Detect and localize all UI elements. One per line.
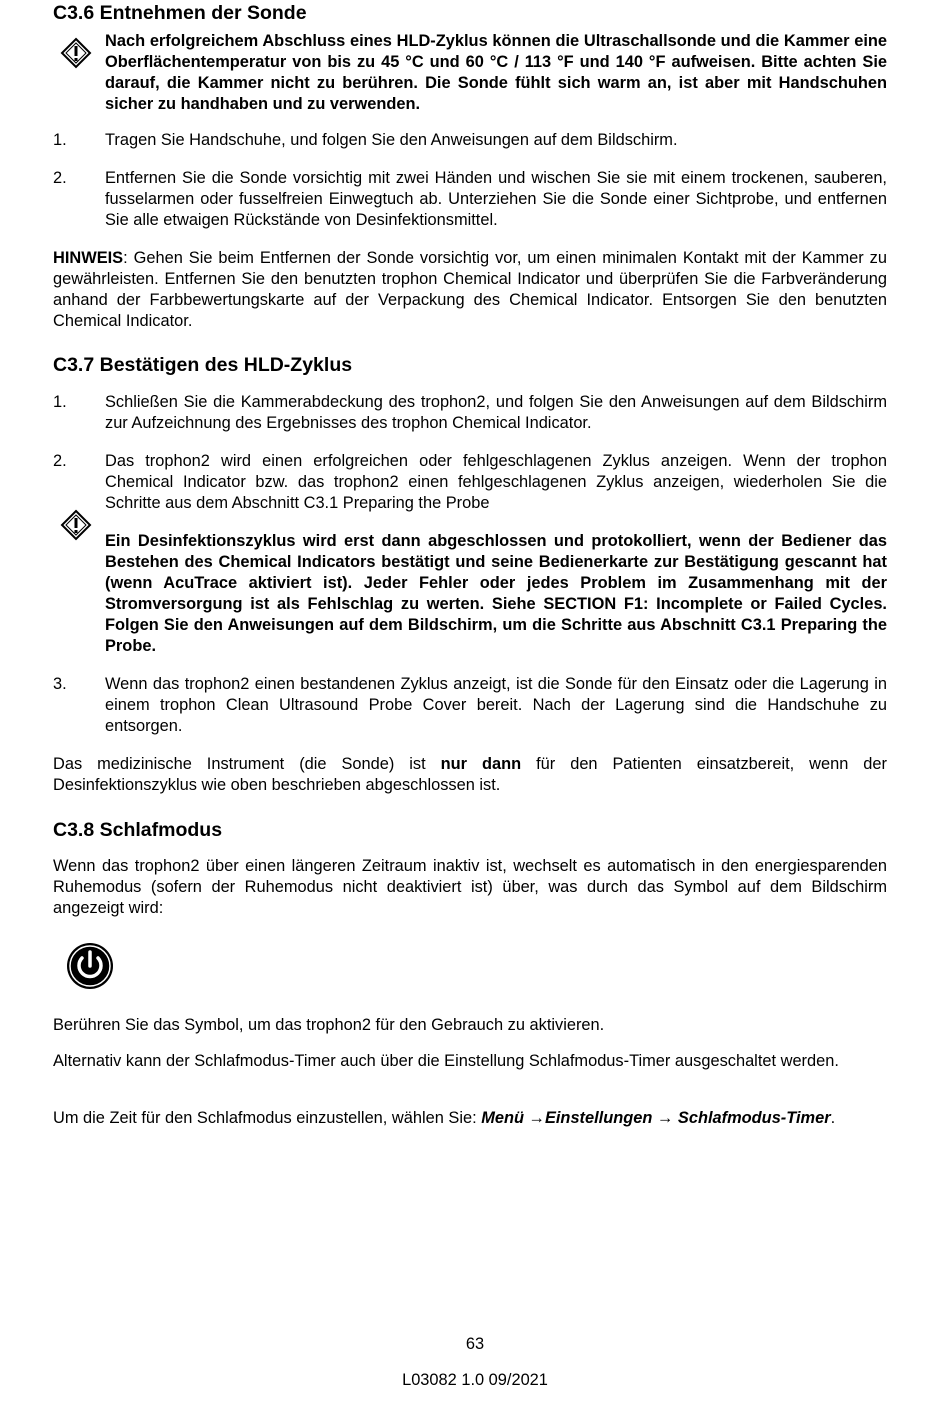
warning-icon <box>60 509 92 541</box>
document-id: L03082 1.0 09/2021 <box>402 1371 548 1389</box>
page-number: 63 <box>465 1335 485 1353</box>
list-item: 1. Tragen Sie Handschuhe, und folgen Sie den Anweisungen auf dem Bildschirm. <box>53 131 678 149</box>
warning-icon <box>60 37 92 69</box>
paragraph-alternative: Alternativ kann der Schlafmodus-Timer auch über die Einstellung Schlafmodus-Timer ausgeschaltet werden. <box>53 1052 839 1070</box>
list-item: 2. Entfernen Sie die Sonde vorsichtig mit zwei Händen und wischen Sie sie mit einem trockenen, sauberen, fusselarmen oder fusselfreien Einwegtuch ab. Unterziehen Sie die Sonde einer Sichtprobe, und entfernen Sie alle etwaigen Rückstände von Desinfektionsmittel. <box>53 169 887 229</box>
menu-path: Menü →Einstellungen → Schlafmodus-Timer <box>481 1109 831 1127</box>
paragraph-ready: Das medizinische Instrument (die Sonde) ist nur dann für den Patienten einsatzbereit, wenn der Desinfektionszyklus wie oben beschrieben abgeschlossen ist. <box>53 755 887 794</box>
power-icon <box>65 941 115 991</box>
section-c38-heading: C3.8 Schlafmodus <box>53 819 223 841</box>
section-c37-heading: C3.7 Bestätigen des HLD-Zyklus <box>53 354 353 376</box>
warning-c36 <box>53 31 887 115</box>
warning-c37-text: Ein Desinfektionszyklus wird erst dann abgeschlossen und protokolliert, wenn der Bediener das Bestehen des Chemical Indicators bestätigt und seine Bedienerkarte zur Bestätigung gescannt hat (wenn AcuTrace aktiviert ist). Jeder Fehler oder jedes Problem im Zusammenhang mit der Stromversorgung ist als Fehlschlag zu werten. Siehe SECTION F1: Incomplete or Failed Cycles. Folgen Sie den Anweisungen auf dem Bildschirm, um die Schritte aus Abschnitt C3.1 Preparing the Probe. <box>105 532 887 655</box>
list-item: 2. Das trophon2 wird einen erfolgreichen oder fehlgeschlagenen Zyklus anzeigen. Wenn der trophon Chemical Indicator bzw. das trophon2 einen fehlgeschlagenen Zyklus anzeigen, wiederholen Sie die Schritte aus dem Abschnitt C3.1 Preparing the Probe <box>53 452 887 512</box>
paragraph-sleep-intro: Wenn das trophon2 über einen längeren Zeitraum inaktiv ist, wechselt es automatisch in den energiesparenden Ruhemodus (sofern der Ruhemodus nicht deaktiviert ist) über, was durch das Symbol auf dem Bildschirm angezeigt wird: <box>53 857 887 917</box>
note-label: HINWEIS <box>53 249 124 267</box>
paragraph-touch: Berühren Sie das Symbol, um das trophon2 für den Gebrauch zu aktivieren. <box>53 1016 605 1034</box>
section-c36-heading: C3.6 Entnehmen der Sonde <box>53 2 307 24</box>
list-item: 3. Wenn das trophon2 einen bestandenen Zyklus anzeigt, ist die Sonde für den Einsatz oder die Lagerung in einem trophon Clean Ultrasound Probe Cover bereit. Nach der Lagerung sind die Handschuhe zu entsorgen. <box>53 675 887 735</box>
paragraph-menu-path: Um die Zeit für den Schlafmodus einzustellen, wählen Sie: Menü →Einstellungen → Schlafmodus-Timer. <box>53 1109 836 1127</box>
note-text: : Gehen Sie beim Entfernen der Sonde vorsichtig vor, um einen minimalen Kontakt mit der Kammer zu gewährleisten. Entfernen Sie den benutzten trophon Chemical Indicator und überprüfen Sie die Farbveränderung anhand der Farbbewertungskarte auf der Verpackung des Chemical Indicator. Entsorgen Sie den benutzten Chemical Indicator. <box>53 249 887 330</box>
note-c36 <box>53 248 887 332</box>
warning-c36-text: Nach erfolgreichem Abschluss eines HLD-Zyklus können die Ultraschallsonde und die Kammer eine Oberflächentemperatur von bis zu 45 °C und 60 °C / 113 °F und 140 °F aufweisen. Bitte achten Sie darauf, die Kammer nicht zu berühren. Die Sonde fühlt sich warm an, ist aber mit Handschuhen sicher zu handhaben und zu verwenden. <box>105 32 887 113</box>
list-item: 1. Schließen Sie die Kammerabdeckung des trophon2, und folgen Sie den Anweisungen auf dem Bildschirm zur Aufzeichnung des Ergebnisses des trophon Chemical Indicator. <box>53 393 887 432</box>
